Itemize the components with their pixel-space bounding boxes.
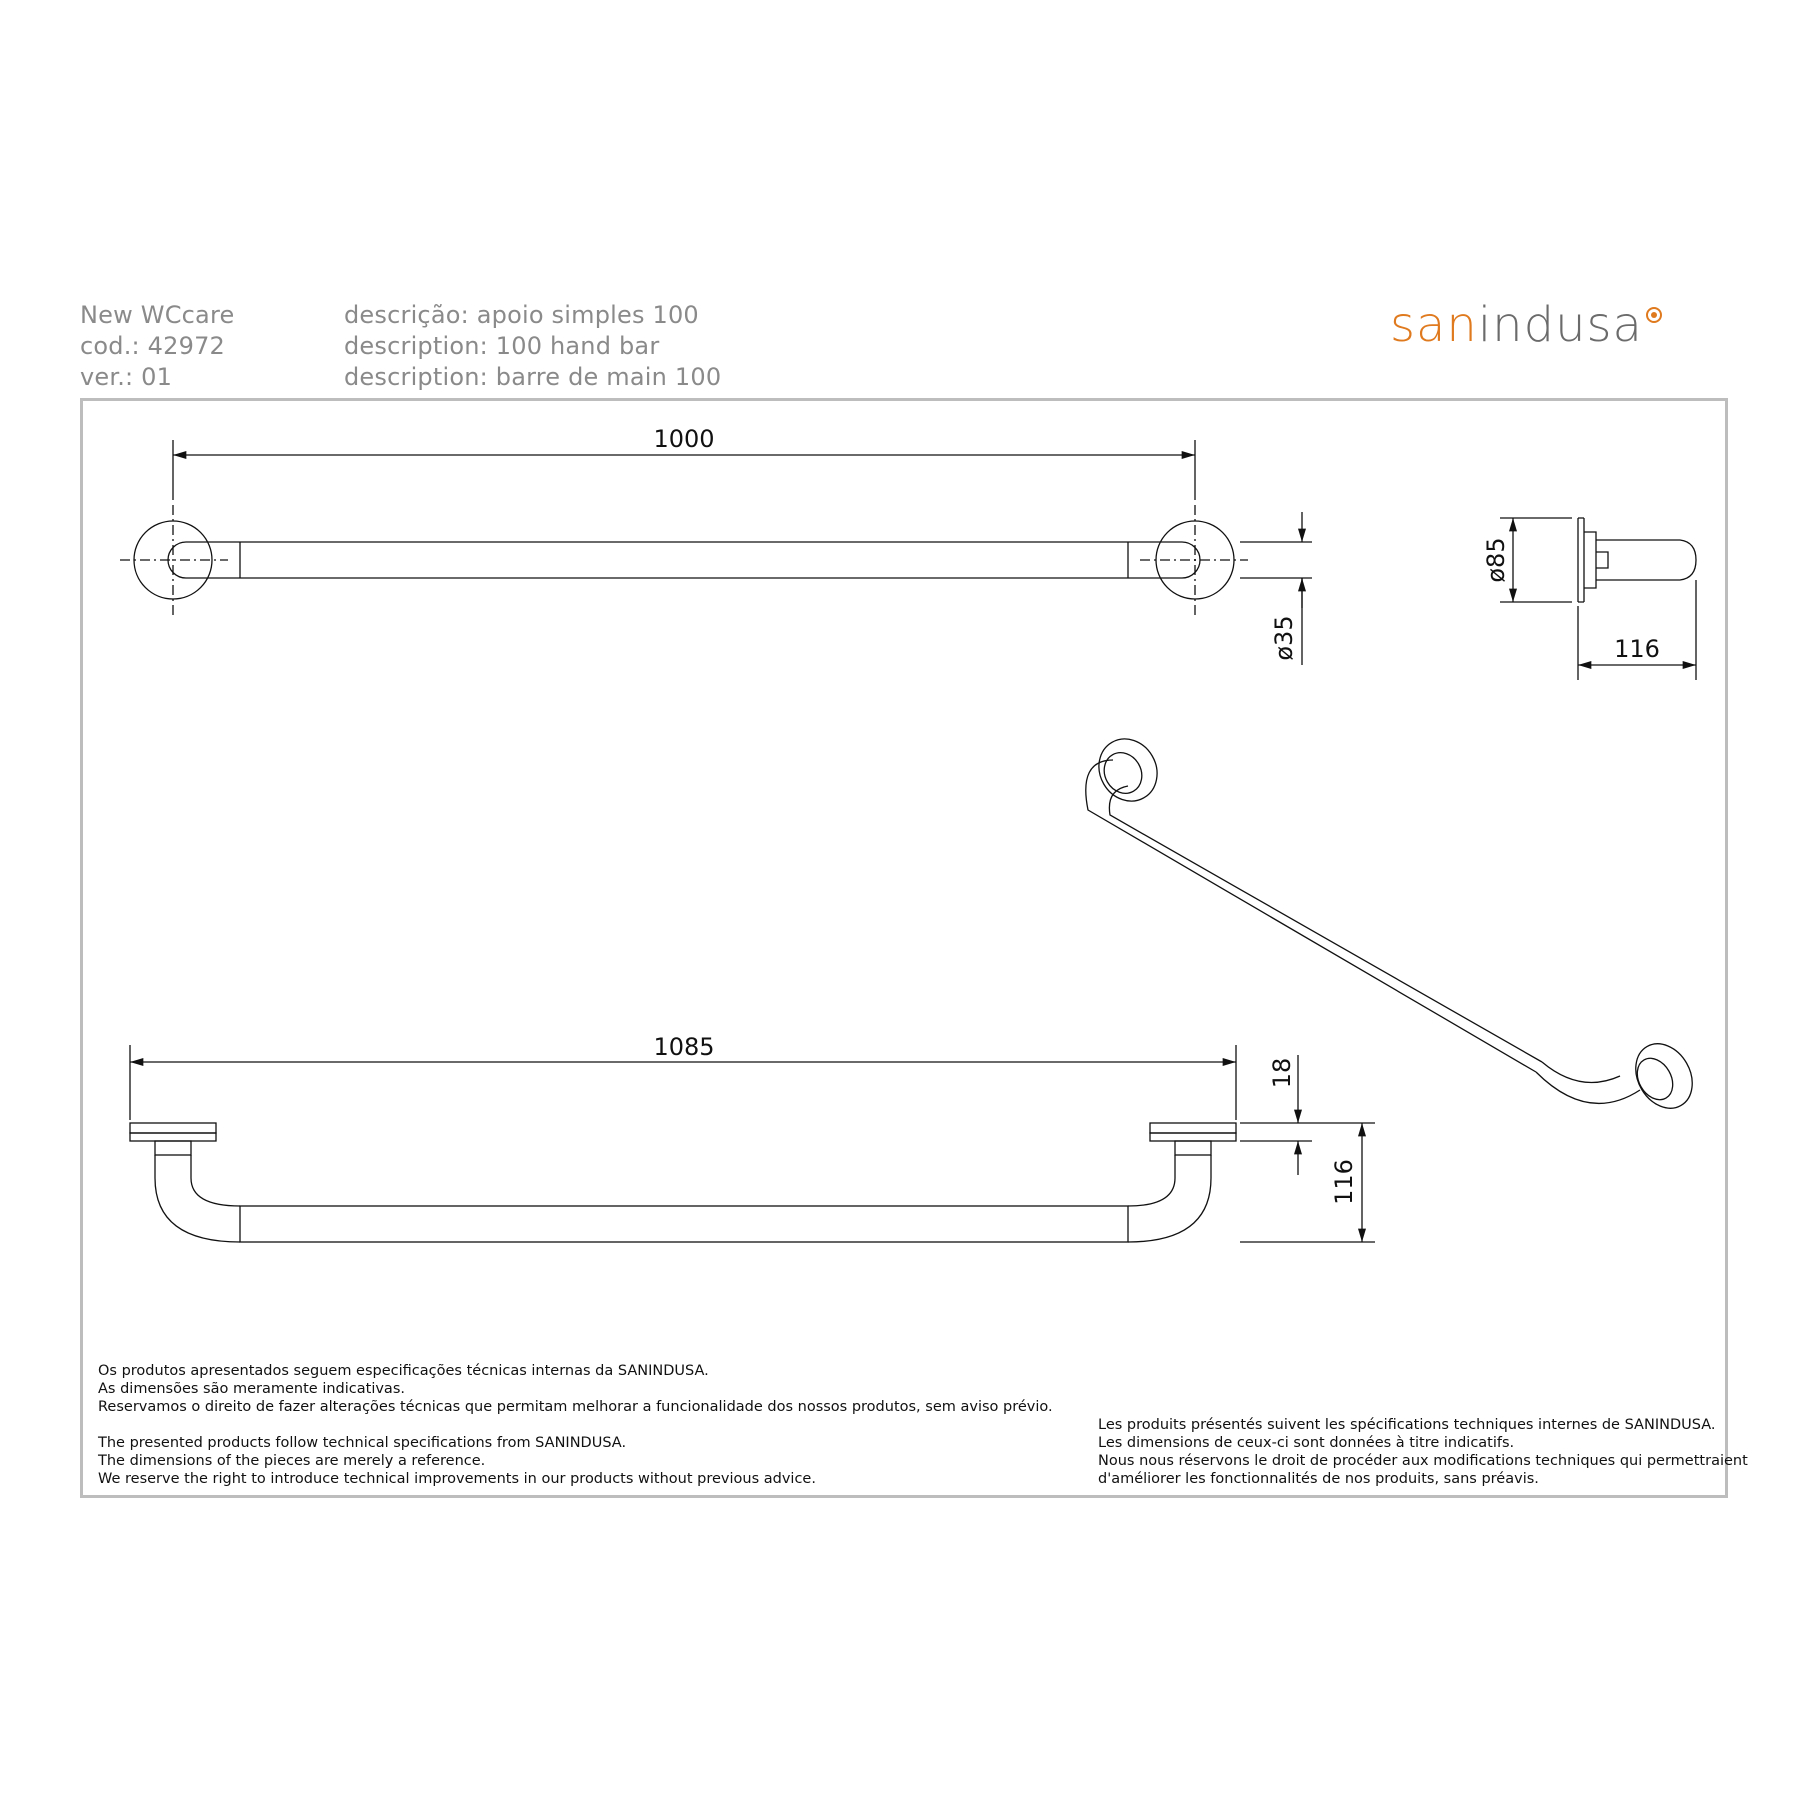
dim-label-diameter-35: ø35	[1270, 615, 1298, 661]
front-bar-tube	[240, 1206, 1128, 1242]
iso-bottom-bend	[1536, 1072, 1640, 1103]
disclaimer-fr-line: d'améliorer les fonctionnalités de nos produits, sans préavis.	[1098, 1471, 1539, 1487]
iso-bottom-rosette	[1624, 1034, 1703, 1119]
dim-label-front-116: 116	[1330, 1159, 1358, 1205]
disclaimer-en-line: The presented products follow technical specifications from SANINDUSA.	[98, 1435, 627, 1451]
front-view	[130, 1045, 1375, 1242]
dim-label-1085: 1085	[653, 1033, 715, 1061]
left-base-plate	[130, 1123, 216, 1133]
centerlines	[120, 505, 1248, 615]
disclaimer-pt	[98, 1362, 1053, 1416]
disclaimer-fr-line: Nous nous réservons le droit de procéder aux modifications techniques qui permettraient	[1098, 1453, 1748, 1469]
right-front-bend	[1128, 1155, 1211, 1242]
disclaimer-pt-line: Reservamos o direito de fazer alterações técnicas que permitam melhorar a funcionalidade dos nossos produtos, sem aviso prévio.	[98, 1399, 1053, 1415]
iso-top-rosette	[1088, 728, 1168, 811]
dim-label-18: 18	[1268, 1057, 1296, 1089]
dim-label-side-116: 116	[1614, 635, 1660, 663]
disclaimer-en	[98, 1434, 816, 1488]
top-view	[120, 440, 1312, 665]
side-bar-profile	[1596, 540, 1696, 580]
product-version: ver.: 01	[80, 363, 173, 391]
description-fr: description: barre de main 100	[344, 363, 722, 391]
side-view	[1500, 518, 1696, 680]
left-front-bend	[155, 1155, 240, 1242]
logo-part-indusa: indusa	[1477, 297, 1643, 353]
isometric-view	[1086, 728, 1704, 1118]
disclaimer-fr	[1098, 1416, 1748, 1488]
logo-part-san: san	[1390, 297, 1478, 353]
description-pt: descrição: apoio simples 100	[344, 301, 699, 329]
description-en: description: 100 hand bar	[344, 332, 660, 360]
dim-label-1000: 1000	[653, 425, 715, 453]
product-name: New WCcare	[80, 301, 235, 329]
dim-label-diameter-85: ø85	[1482, 537, 1510, 583]
side-wall-plate	[1578, 518, 1584, 602]
disclaimer-en-line: The dimensions of the pieces are merely a reference.	[98, 1453, 486, 1469]
disclaimer-fr-line: Les dimensions de ceux-ci sont données à titre indicatifs.	[1098, 1435, 1515, 1451]
disclaimer-en-line: We reserve the right to introduce technical improvements in our products without previous advice.	[98, 1471, 816, 1487]
right-base-plate	[1150, 1123, 1236, 1133]
disclaimer-pt-line: As dimensões são meramente indicativas.	[98, 1381, 405, 1397]
disclaimer-fr-line: Les produits présentés suivent les spécifications techniques internes de SANINDUSA.	[1098, 1417, 1716, 1433]
top-bar-tube	[240, 542, 1128, 578]
product-code: cod.: 42972	[80, 332, 226, 360]
disclaimer-pt-line: Os produtos apresentados seguem especificações técnicas internas da SANINDUSA.	[98, 1363, 709, 1379]
